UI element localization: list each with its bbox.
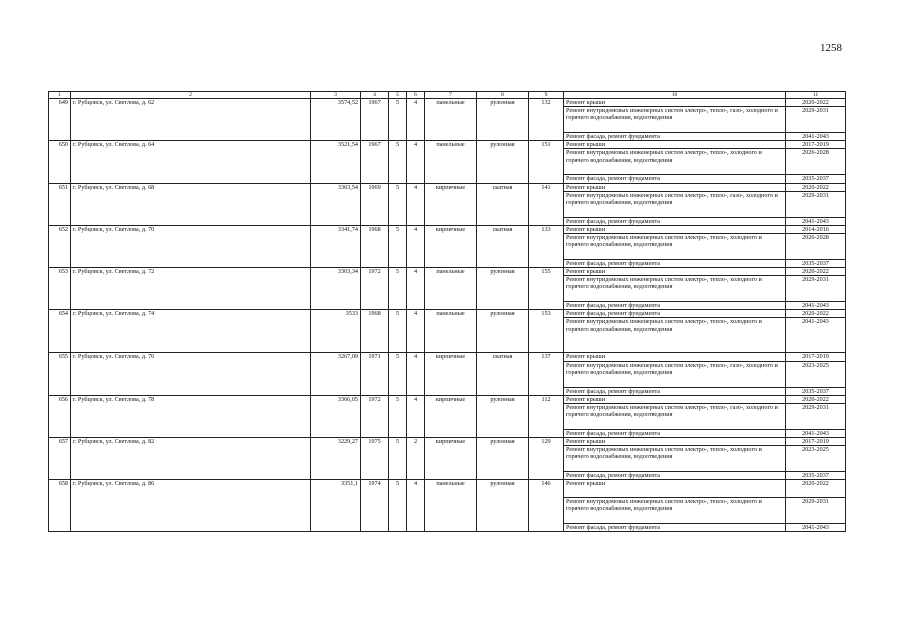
entrances-cell: 4 (407, 99, 425, 141)
work-period-cell: 2035-2037 (786, 472, 846, 480)
work-period-cell: 2029-2031 (786, 276, 846, 302)
floors-cell: 5 (389, 437, 407, 479)
floors-cell: 5 (389, 395, 407, 437)
area-cell: 3366,05 (311, 395, 361, 437)
address-cell: г. Рубцовск, ул. Светлова, д. 70 (71, 225, 311, 267)
address-cell: г. Рубцовск, ул. Светлова, д. 72 (71, 268, 311, 310)
work-period-cell: 2041-2043 (786, 318, 846, 353)
year-cell: 1968 (361, 225, 389, 267)
header-cell: 2 (71, 92, 311, 99)
apartments-cell: 132 (529, 99, 564, 141)
floors-cell: 5 (389, 141, 407, 183)
table-row (49, 395, 846, 403)
table-row (49, 480, 846, 498)
roof-type-cell: рулонная (477, 141, 529, 183)
area-cell: 3521,54 (311, 141, 361, 183)
apartments-cell: 153 (529, 310, 564, 353)
work-period-cell: 2020-2022 (786, 183, 846, 191)
work-type-cell: Ремонт внутридомовых инженерных систем электро-, тепло-, холодного и горячего водоснабжения, водоотведения (564, 446, 786, 472)
roof-type-cell: скатная (477, 353, 529, 395)
apartments-cell: 155 (529, 268, 564, 310)
apartments-cell: 129 (529, 437, 564, 479)
floors-cell: 5 (389, 225, 407, 267)
work-type-cell: Ремонт фасада, ремонт фундамента (564, 429, 786, 437)
entrances-cell: 4 (407, 225, 425, 267)
work-period-cell: 2020-2022 (786, 480, 846, 498)
work-type-cell: Ремонт крыши (564, 395, 786, 403)
work-type-cell: Ремонт внутридомовых инженерных систем электро-, тепло-, газо-, холодного и горячего водоснабжения, водоотведения (564, 191, 786, 217)
work-type-cell: Ремонт крыши (564, 225, 786, 233)
work-period-cell: 2023-2025 (786, 361, 846, 387)
work-type-cell: Ремонт крыши (564, 353, 786, 361)
work-period-cell: 2029-2031 (786, 191, 846, 217)
work-period-cell: 2029-2031 (786, 107, 846, 133)
table-row (49, 268, 846, 276)
work-period-cell: 2035-2037 (786, 387, 846, 395)
work-period-cell: 2041-2043 (786, 302, 846, 310)
work-type-cell: Ремонт фасада, ремонт фундамента (564, 175, 786, 183)
header-cell: 11 (786, 92, 846, 99)
area-cell: 3303,34 (311, 268, 361, 310)
area-cell: 3267,09 (311, 353, 361, 395)
floors-cell: 5 (389, 268, 407, 310)
header-cell: 1 (49, 92, 71, 99)
work-type-cell: Ремонт внутридомовых инженерных систем электро-, тепло-, холодного и горячего водоснабжения, водоотведения (564, 498, 786, 524)
work-period-cell: 2020-2022 (786, 310, 846, 318)
address-cell: г. Рубцовск, ул. Светлова, д. 68 (71, 183, 311, 225)
apartments-cell: 112 (529, 395, 564, 437)
address-cell: г. Рубцовск, ул. Светлова, д. 78 (71, 395, 311, 437)
work-type-cell: Ремонт фасада, ремонт фундамента (564, 310, 786, 318)
page-number: 1258 (820, 42, 842, 54)
work-type-cell: Ремонт крыши (564, 268, 786, 276)
roof-type-cell: рулонная (477, 480, 529, 532)
address-cell: г. Рубцовск, ул. Светлова, д. 62 (71, 99, 311, 141)
roof-type-cell: скатная (477, 225, 529, 267)
address-cell: г. Рубцовск, ул. Светлова, д. 76 (71, 353, 311, 395)
floors-cell: 5 (389, 99, 407, 141)
table-row (49, 437, 846, 445)
table-row (49, 310, 846, 318)
header-cell: 10 (564, 92, 786, 99)
header-cell: 9 (529, 92, 564, 99)
wall-material-cell: кирпичные (425, 353, 477, 395)
wall-material-cell: кирпичные (425, 437, 477, 479)
area-cell: 3229,27 (311, 437, 361, 479)
wall-material-cell: панельные (425, 141, 477, 183)
entrances-cell: 2 (407, 437, 425, 479)
row-number-cell: 654 (49, 310, 71, 353)
work-type-cell: Ремонт фасада, ремонт фундамента (564, 387, 786, 395)
work-type-cell: Ремонт внутридомовых инженерных систем электро-, тепло-, газо-, холодного и горячего водоснабжения, водоотведения (564, 107, 786, 133)
work-type-cell: Ремонт внутридомовых инженерных систем электро-, тепло-, газо-, холодного и горячего водоснабжения, водоотведения (564, 403, 786, 429)
row-number-cell: 649 (49, 99, 71, 141)
header-cell: 4 (361, 92, 389, 99)
work-period-cell: 2014-2016 (786, 225, 846, 233)
wall-material-cell: кирпичные (425, 183, 477, 225)
year-cell: 1975 (361, 437, 389, 479)
apartments-cell: 137 (529, 353, 564, 395)
year-cell: 1967 (361, 99, 389, 141)
area-cell: 3533 (311, 310, 361, 353)
header-cell: 8 (477, 92, 529, 99)
table-body (49, 92, 846, 532)
table-row (49, 225, 846, 233)
address-cell: г. Рубцовск, ул. Светлова, д. 64 (71, 141, 311, 183)
row-number-cell: 657 (49, 437, 71, 479)
work-type-cell: Ремонт внутридомовых инженерных систем электро-, тепло-, холодного и горячего водоснабжения, водоотведения (564, 233, 786, 259)
wall-material-cell: панельные (425, 310, 477, 353)
entrances-cell: 4 (407, 141, 425, 183)
table-row (49, 99, 846, 107)
roof-type-cell: рулонная (477, 437, 529, 479)
work-period-cell: 2041-2043 (786, 133, 846, 141)
table-row (49, 141, 846, 149)
work-period-cell: 2041-2043 (786, 217, 846, 225)
wall-material-cell: кирпичные (425, 225, 477, 267)
area-cell: 3363,54 (311, 183, 361, 225)
apartments-cell: 141 (529, 183, 564, 225)
work-period-cell: 2020-2022 (786, 268, 846, 276)
work-period-cell: 2026-2028 (786, 233, 846, 259)
work-type-cell: Ремонт крыши (564, 141, 786, 149)
address-cell: г. Рубцовск, ул. Светлова, д. 82 (71, 437, 311, 479)
work-type-cell: Ремонт фасада, ремонт фундамента (564, 472, 786, 480)
work-period-cell: 2026-2028 (786, 149, 846, 175)
work-type-cell: Ремонт фасада, ремонт фундамента (564, 133, 786, 141)
row-number-cell: 655 (49, 353, 71, 395)
roof-type-cell: скатная (477, 183, 529, 225)
area-cell: 3574,52 (311, 99, 361, 141)
wall-material-cell: кирпичные (425, 395, 477, 437)
header-cell: 7 (425, 92, 477, 99)
roof-type-cell: рулонная (477, 268, 529, 310)
year-cell: 1969 (361, 183, 389, 225)
apartments-cell: 146 (529, 480, 564, 532)
wall-material-cell: панельные (425, 480, 477, 532)
work-type-cell: Ремонт внутридомовых инженерных систем электро-, тепло-, холодного и горячего водоснабжения, водоотведения (564, 276, 786, 302)
floors-cell: 5 (389, 480, 407, 532)
row-number-cell: 656 (49, 395, 71, 437)
address-cell: г. Рубцовск, ул. Светлова, д. 74 (71, 310, 311, 353)
entrances-cell: 4 (407, 183, 425, 225)
work-period-cell: 2029-2031 (786, 403, 846, 429)
roof-type-cell: рулонная (477, 310, 529, 353)
year-cell: 1968 (361, 310, 389, 353)
work-type-cell: Ремонт крыши (564, 480, 786, 498)
work-period-cell: 2041-2043 (786, 524, 846, 532)
table-row (49, 183, 846, 191)
row-number-cell: 653 (49, 268, 71, 310)
work-type-cell: Ремонт фасада, ремонт фундамента (564, 302, 786, 310)
work-type-cell: Ремонт крыши (564, 437, 786, 445)
entrances-cell: 4 (407, 480, 425, 532)
work-period-cell: 2035-2037 (786, 175, 846, 183)
table-row (49, 353, 846, 361)
area-cell: 3351,1 (311, 480, 361, 532)
area-cell: 3341,74 (311, 225, 361, 267)
apartments-cell: 133 (529, 225, 564, 267)
year-cell: 1972 (361, 268, 389, 310)
entrances-cell: 4 (407, 268, 425, 310)
work-type-cell: Ремонт фасада, ремонт фундамента (564, 217, 786, 225)
floors-cell: 5 (389, 353, 407, 395)
work-type-cell: Ремонт крыши (564, 183, 786, 191)
work-period-cell: 2020-2022 (786, 99, 846, 107)
roof-type-cell: рулонная (477, 99, 529, 141)
work-type-cell: Ремонт фасада, ремонт фундамента (564, 524, 786, 532)
year-cell: 1972 (361, 395, 389, 437)
work-type-cell: Ремонт крыши (564, 99, 786, 107)
row-number-cell: 650 (49, 141, 71, 183)
entrances-cell: 4 (407, 310, 425, 353)
work-period-cell: 2023-2025 (786, 446, 846, 472)
work-type-cell: Ремонт внутридомовых инженерных систем электро-, тепло-, холодного и горячего водоснабжения, водоотведения (564, 149, 786, 175)
floors-cell: 5 (389, 183, 407, 225)
work-period-cell: 2041-2043 (786, 429, 846, 437)
year-cell: 1967 (361, 141, 389, 183)
apartments-cell: 151 (529, 141, 564, 183)
work-period-cell: 2020-2022 (786, 395, 846, 403)
work-type-cell: Ремонт внутридомовых инженерных систем электро-, тепло-, газо-, холодного и горячего водоснабжения, водоотведения (564, 361, 786, 387)
row-number-cell: 658 (49, 480, 71, 532)
work-type-cell: Ремонт внутридомовых инженерных систем электро-, тепло-, холодного и горячего водоснабжения, водоотведения (564, 318, 786, 353)
column-number-header (49, 92, 846, 99)
year-cell: 1971 (361, 353, 389, 395)
header-cell: 3 (311, 92, 361, 99)
work-period-cell: 2017-2019 (786, 437, 846, 445)
row-number-cell: 652 (49, 225, 71, 267)
work-type-cell: Ремонт фасада, ремонт фундамента (564, 259, 786, 267)
entrances-cell: 4 (407, 395, 425, 437)
address-cell: г. Рубцовск, ул. Светлова, д. 86 (71, 480, 311, 532)
work-period-cell: 2017-2019 (786, 353, 846, 361)
roof-type-cell: рулонная (477, 395, 529, 437)
housing-register-table (48, 91, 846, 532)
year-cell: 1974 (361, 480, 389, 532)
entrances-cell: 4 (407, 353, 425, 395)
wall-material-cell: панельные (425, 99, 477, 141)
work-period-cell: 2029-2031 (786, 498, 846, 524)
wall-material-cell: панельные (425, 268, 477, 310)
work-period-cell: 2035-2037 (786, 259, 846, 267)
floors-cell: 5 (389, 310, 407, 353)
header-cell: 6 (407, 92, 425, 99)
work-period-cell: 2017-2019 (786, 141, 846, 149)
header-cell: 5 (389, 92, 407, 99)
row-number-cell: 651 (49, 183, 71, 225)
